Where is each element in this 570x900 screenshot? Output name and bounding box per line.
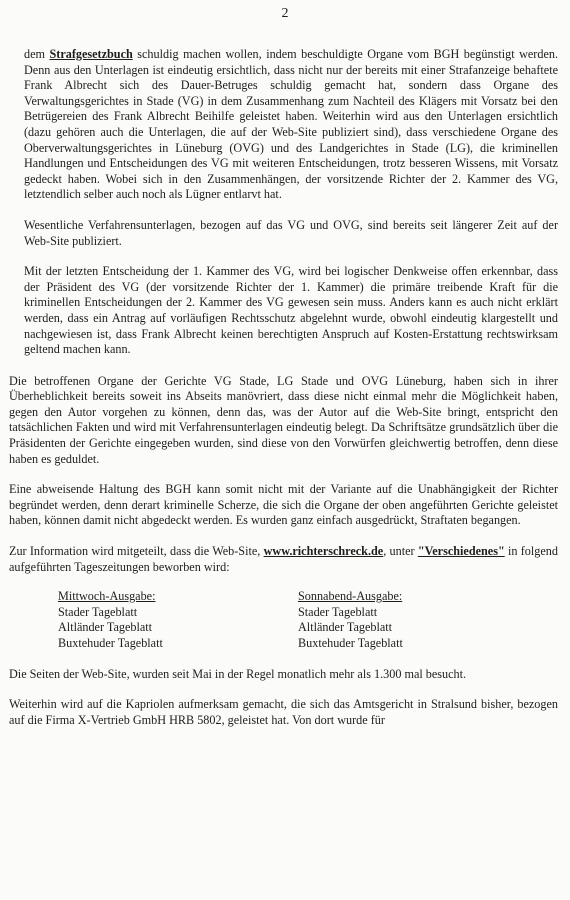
saturday-heading: Sonnabend-Ausgabe: bbox=[298, 589, 403, 604]
paragraph-3: Mit der letzten Entscheidung der 1. Kammer des VG, wird bei logischer Denkweise offen erkennbar, dass der Präsident des VG (der vorsitzende Richter der 1. Kammer) die primäre treibende Kraft für die kriminellen Entscheidungen der 2. Kammer des VG gewesen sein muss. Anders kann es auch nicht erklärt werden, dass ein Antrag auf vorläufigen Rechtsschutz abgelehnt wurde, obwohl eindeutig klargestellt und nachgewiesen ist, dass Frank Albrecht keinen berechtigten Anspruch auf Kosten-Erstattung rechtswirksam geltend machen kann. bbox=[24, 264, 558, 357]
newspaper-list bbox=[0, 589, 570, 651]
document-body bbox=[0, 47, 570, 728]
strafgesetzbuch-link[interactable]: Strafgesetzbuch bbox=[49, 47, 133, 61]
paragraph-6-end: in folgend aufgeführten Tageszeitungen beworben wird: bbox=[9, 544, 558, 574]
newspaper-item: Altländer Tageblatt bbox=[298, 620, 393, 635]
newspaper-item: Stader Tageblatt bbox=[298, 604, 378, 619]
paragraph-2: Wesentliche Verfahrensunterlagen, bezogen auf das VG und OVG, sind bereits seit längerer Zeit auf der Web-Site publiziert. bbox=[24, 217, 558, 248]
website-link[interactable]: www.richterschreck.de bbox=[263, 544, 384, 559]
newspaper-item: Buxtehuder Tageblatt bbox=[298, 636, 403, 650]
paragraph-1-rest: schuldig machen wollen, indem beschuldigte Organe vom BGH begünstigt werden. Denn aus den Unterlagen ist eindeutig ersichtlich, dass nicht nur der bereits mit einer Strafanzeige behaftete Frank Albrecht sich des Dauer-Betruges schuldig gemacht hat, sondern dass Organe des Verwaltungsgerichtes in Stade (VG) in dem Zusammenhang zum Nachteil des Klägers mit Vorsatz bei den Betrügereien des Frank Albrecht Beihilfe geleistet haben. Weiterhin wird aus den Unterlagen ersichtlich (dazu gehören auch die Unterlagen, die auf der Web-Site publiziert sind), dass verschiedene Organe des Oberverwaltungsgerichtes in Lüneburg (OVG) und des Landgerichtes in Stade (LG), die kriminellen Handlungen und Entscheidungen des VG mit weiteren Entscheidungen, trotz besseren Wissens, mit Vorsatz gedeckt haben. Wobei sich in den Zusammenhängen, der vorsitzende Richter der 2. Kammer des VG, letztendlich selber auch noch als Lügner entlarvt hat. bbox=[24, 47, 559, 202]
paragraph-1-start: dem bbox=[24, 47, 50, 61]
paragraph-6 bbox=[0, 544, 570, 575]
newspaper-item: Stader Tageblatt bbox=[58, 604, 138, 619]
paragraph-1 bbox=[0, 47, 570, 203]
wednesday-heading: Mittwoch-Ausgabe: bbox=[58, 589, 156, 604]
paragraph-6-start: Zur Information wird mitgeteilt, dass die Web-Site, bbox=[9, 544, 264, 559]
paragraph-4: Die betroffenen Organe der Gerichte VG Stade, LG Stade und OVG Lüneburg, haben sich in ihrer Überheblichkeit bereits soweit ins Abseits manövriert, dass diese nicht einmal mehr die Möglichkeit haben, gegen den Autor vorgehen zu können, denn das, was der Autor auf die Web-Site bringt, entspricht den tatsächlichen Fakten und wird mit Verfahrensunterlagen eindeutig belegt. Da Schriftsätze grundsätzlich über die Präsidenten der Gerichte eingegeben wurden, sind diese von den Vorwürfen gleichwertig betroffen, denn diese haben es geduldet. bbox=[9, 373, 558, 466]
verschiedenes-link[interactable]: "Verschiedenes" bbox=[417, 544, 505, 559]
paragraph-6-mid: , unter bbox=[383, 544, 418, 559]
paragraph-8: Weiterhin wird auf die Kapriolen aufmerksam gemacht, die sich das Amtsgericht in Stralsund bisher, bezogen auf die Firma X-Vertrieb GmbH HRB 5802, geleistet hat. Von dort wurde für bbox=[9, 697, 558, 727]
paragraph-7: Die Seiten der Web-Site, wurden seit Mai in der Regel monatlich mehr als 1.300 mal besucht. bbox=[9, 666, 467, 681]
newspaper-item: Altländer Tageblatt bbox=[58, 620, 153, 635]
paragraph-5: Eine abweisende Haltung des BGH kann somit nicht mit der Variante auf die Unabhängigkeit der Richter begründet werden, denn derart kriminelle Scherze, die sich die Organe der oben angeführten Gerichte geleistet haben, können damit nicht abgedeckt werden. Es wurden ganz einfach ausgedrückt, Straftaten begangen. bbox=[9, 482, 558, 528]
saturday-column bbox=[298, 589, 538, 651]
page-number: 2 bbox=[281, 6, 289, 21]
wednesday-column bbox=[58, 589, 298, 651]
newspaper-item: Buxtehuder Tageblatt bbox=[58, 636, 163, 650]
